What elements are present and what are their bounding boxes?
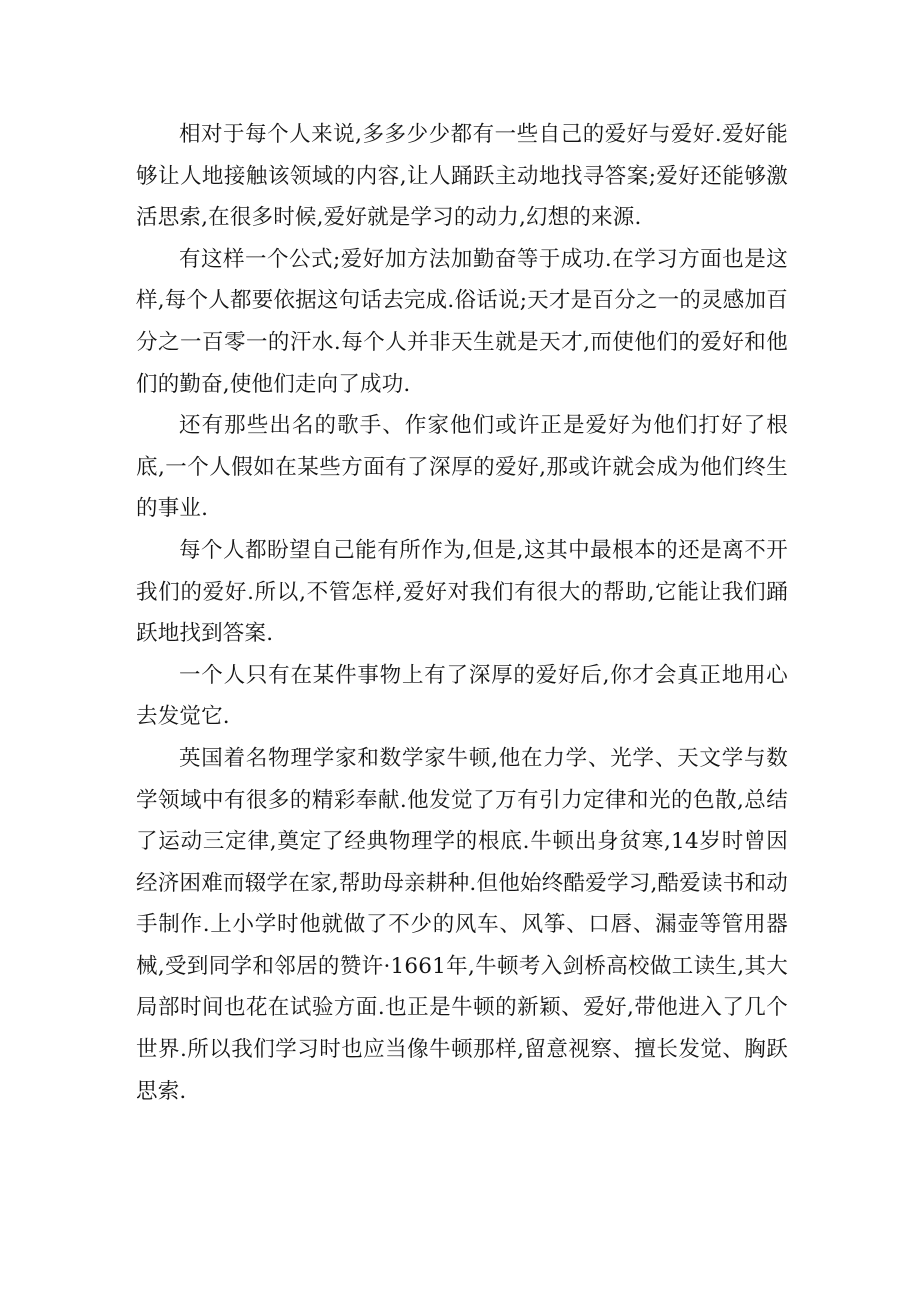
paragraph-3: 还有那些出名的歌手、作家他们或许正是爱好为他们打好了根底,一个人假如在某些方面有了深厚的爱好,那或许就会成为他们终生的事业. [136,413,788,522]
paragraph-6: 英国着名物理学家和数学家牛顿,他在力学、光学、天文学与数学领域中有很多的精彩奉献.他发觉了万有引力定律和光的色散,总结了运动三定律,奠定了经典物理学的根底.牛顿出身贫寒,14岁时曾因经济困难而辍学在家,帮助母亲耕种.但他始终酷爱学习,酷爱读书和动手制作.上小学时他就做了不少的风车、风筝、口唇、漏壶等管用器械,受到同学和邻居的赞许·1661年,牛顿考入剑桥高校做工读生,其大局部时间也花在试验方面.也正是牛顿的新颖、爱好,带他进入了几个世界.所以我们学习时也应当像牛顿那样,留意视察、擅长发觉、胸跃思索. [136,745,788,1104]
paragraph-4: 每个人都盼望自己能有所作为,但是,这其中最根本的还是离不开我们的爱好.所以,不管怎样,爱好对我们有很大的帮助,它能让我们踊跃地找到答案. [136,537,788,647]
paragraph-5: 一个人只有在某件事物上有了深厚的爱好后,你才会真正地用心去发觉它. [136,662,788,730]
paragraph-1: 相对于每个人来说,多多少少都有一些自己的爱好与爱好.爱好能够让人地接触该领域的内容,让人踊跃主动地找寻答案;爱好还能够激活思索,在很多时候,爱好就是学习的动力,幻想的来源. [136,122,788,231]
document-body [136,114,788,1112]
paragraph-2: 有这样一个公式;爱好加方法加勤奋等于成功.在学习方面也是这样,每个人都要依据这句话去完成.俗话说;天才是百分之一的灵感加百分之一百零一的汗水.每个人并非天生就是天才,而使他们的爱好和他们的勤奋,使他们走向了成功. [136,246,788,397]
